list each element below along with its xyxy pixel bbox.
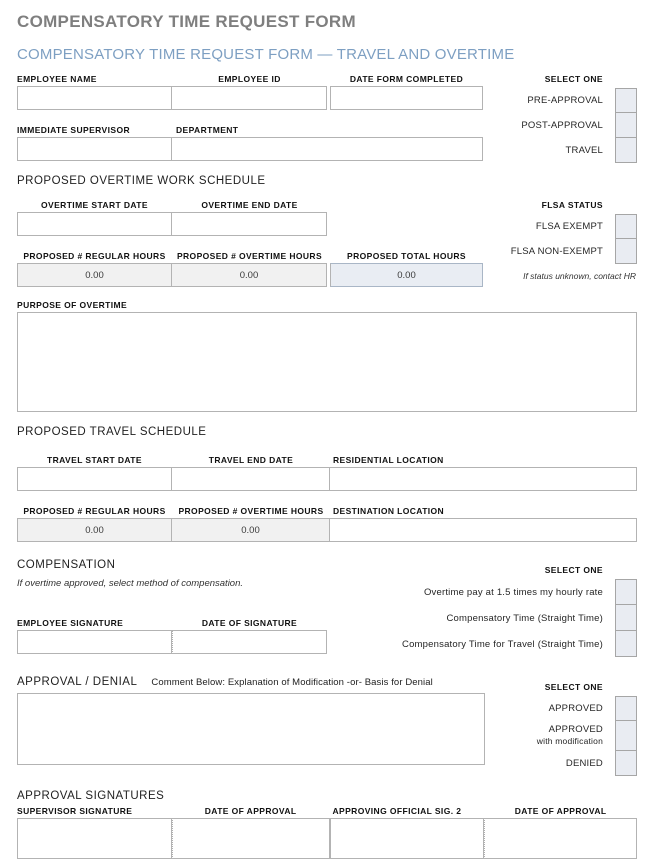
approved-with-modification-checkbox[interactable] (615, 721, 637, 751)
overtime-hours-input-row (17, 263, 483, 287)
compensation-section (17, 559, 637, 657)
approved-checkbox[interactable] (615, 696, 637, 721)
compensation-option-row (402, 631, 637, 657)
travel-end-date-input[interactable] (172, 467, 330, 491)
supervisor-signature-input[interactable] (17, 818, 172, 859)
compensation-option-row (402, 579, 637, 605)
overtime-end-date-label: OVERTIME END DATE (201, 200, 298, 210)
date-of-approval-label-2: DATE OF APPROVAL (514, 806, 607, 816)
approval-section (17, 676, 637, 776)
page-subtitle: COMPENSATORY TIME REQUEST FORM — TRAVEL AND OVERTIME (17, 46, 515, 63)
overtime-hours-label-row (17, 251, 483, 263)
proposed-total-hours-input[interactable]: 0.00 (330, 263, 483, 287)
overtime-dates-input-row (17, 212, 483, 236)
request-type-option-row (521, 88, 637, 113)
date-of-approval-input-1[interactable] (172, 818, 330, 859)
approved-with-modification-line2: with modification (536, 736, 603, 747)
compensation-instruction: If overtime approved, select method of compensation. (17, 578, 244, 589)
request-type-option-row (521, 138, 637, 163)
travel-hours-input-row (17, 518, 637, 542)
proposed-overtime-hours-input[interactable]: 0.00 (172, 263, 327, 287)
date-of-signature-label: DATE OF SIGNATURE (201, 618, 298, 628)
immediate-supervisor-label: IMMEDIATE SUPERVISOR (17, 125, 131, 135)
approval-header (17, 676, 487, 688)
travel-overtime-hours-input[interactable]: 0.00 (172, 518, 330, 542)
flsa-non-exempt-checkbox[interactable] (615, 239, 637, 264)
approval-comment-textarea[interactable] (17, 693, 485, 765)
pre-approval-label: PRE-APPROVAL (527, 95, 603, 106)
date-of-approval-label-1: DATE OF APPROVAL (204, 806, 297, 816)
approval-option-row (537, 696, 637, 721)
flsa-option-row (511, 214, 637, 239)
immediate-supervisor-input[interactable] (17, 137, 172, 161)
purpose-of-overtime-textarea[interactable] (17, 312, 637, 412)
travel-regular-hours-label: PROPOSED # REGULAR HOURS (23, 506, 166, 516)
comp-time-travel-checkbox[interactable] (615, 631, 637, 657)
compensation-title: COMPENSATION (17, 559, 116, 571)
proposed-total-hours-label: PROPOSED TOTAL HOURS (347, 251, 466, 261)
employee-info-input-row-2 (17, 137, 483, 161)
travel-dates-input-row (17, 467, 637, 491)
request-type-select-title: SELECT ONE (544, 74, 603, 84)
post-approval-checkbox[interactable] (615, 113, 637, 138)
pre-approval-checkbox[interactable] (615, 88, 637, 113)
overtime-start-date-input[interactable] (17, 212, 172, 236)
compensation-option-row (402, 605, 637, 631)
flsa-option-row (511, 239, 637, 264)
overtime-end-date-input[interactable] (172, 212, 327, 236)
employee-id-input[interactable] (172, 86, 327, 110)
flsa-exempt-label: FLSA EXEMPT (535, 221, 603, 232)
travel-hours-label-row (17, 506, 637, 518)
flsa-status-title: FLSA STATUS (541, 200, 603, 210)
residential-location-label: RESIDENTIAL LOCATION (333, 455, 444, 465)
request-type-select (521, 74, 637, 163)
approved-label: APPROVED (548, 703, 603, 714)
flsa-exempt-checkbox[interactable] (615, 214, 637, 239)
compensation-select-title: SELECT ONE (544, 565, 603, 575)
department-input[interactable] (172, 137, 483, 161)
comp-time-label: Compensatory Time (Straight Time) (446, 612, 603, 624)
overtime-schedule-fields (17, 200, 483, 287)
employee-info-input-row-1 (17, 86, 483, 110)
approval-select-title: SELECT ONE (544, 682, 603, 692)
employee-id-label: EMPLOYEE ID (218, 74, 281, 84)
approval-title: APPROVAL / DENIAL (17, 676, 138, 688)
destination-location-input[interactable] (330, 518, 637, 542)
supervisor-signature-label: SUPERVISOR SIGNATURE (17, 806, 133, 816)
page-title: COMPENSATORY TIME REQUEST FORM (17, 12, 356, 31)
approved-with-modification-label (537, 725, 603, 746)
employee-info-label-row-1 (17, 74, 483, 86)
compensation-left (17, 559, 347, 654)
overtime-start-date-label: OVERTIME START DATE (41, 200, 148, 210)
travel-label: TRAVEL (565, 145, 603, 156)
denied-checkbox[interactable] (615, 751, 637, 776)
employee-signature-input[interactable] (17, 630, 172, 654)
approval-left (17, 676, 487, 765)
travel-start-date-input[interactable] (17, 467, 172, 491)
flsa-non-exempt-label: FLSA NON-EXEMPT (510, 246, 603, 257)
residential-location-input[interactable] (330, 467, 637, 491)
flsa-status-select (511, 200, 637, 281)
date-of-signature-input[interactable] (172, 630, 327, 654)
employee-name-label: EMPLOYEE NAME (17, 74, 97, 84)
approving-official-sig2-input[interactable] (330, 818, 485, 859)
approving-official-sig2-label: APPROVING OFFICIAL SIG. 2 (332, 806, 462, 816)
employee-signature-label-row (17, 618, 347, 630)
post-approval-label: POST-APPROVAL (521, 120, 603, 131)
travel-end-date-label: TRAVEL END DATE (208, 455, 294, 465)
approval-option-row (537, 721, 637, 751)
approval-option-row (537, 751, 637, 776)
approval-comment-instruction: Comment Below: Explanation of Modification -or- Basis for Denial (151, 677, 433, 688)
comp-time-travel-label: Compensatory Time for Travel (Straight Time) (402, 638, 603, 650)
request-type-option-row (521, 113, 637, 138)
overtime-schedule-title: PROPOSED OVERTIME WORK SCHEDULE (17, 175, 266, 187)
employee-info-section (17, 74, 637, 163)
overtime-pay-checkbox[interactable] (615, 579, 637, 605)
overtime-dates-label-row (17, 200, 483, 212)
proposed-overtime-hours-label: PROPOSED # OVERTIME HOURS (176, 251, 323, 261)
overtime-pay-label: Overtime pay at 1.5 times my hourly rate (423, 586, 603, 598)
flsa-note: If status unknown, contact HR (523, 271, 636, 281)
date-of-approval-input-2[interactable] (484, 818, 637, 859)
travel-regular-hours-input[interactable]: 0.00 (17, 518, 172, 542)
travel-start-date-label: TRAVEL START DATE (47, 455, 142, 465)
travel-checkbox[interactable] (615, 138, 637, 163)
employee-info-fields (17, 74, 483, 161)
employee-signature-input-row (17, 630, 347, 654)
department-label: DEPARTMENT (176, 125, 239, 135)
denied-label: DENIED (565, 758, 603, 769)
purpose-of-overtime-label: PURPOSE OF OVERTIME (17, 300, 128, 310)
travel-dates-label-row (17, 455, 637, 467)
approval-signatures-title: APPROVAL SIGNATURES (17, 790, 165, 802)
approval-signatures-label-row (17, 806, 637, 818)
travel-overtime-hours-label: PROPOSED # OVERTIME HOURS (178, 506, 324, 516)
approved-with-modification-line1: APPROVED (548, 724, 603, 736)
comp-time-checkbox[interactable] (615, 605, 637, 631)
proposed-regular-hours-label: PROPOSED # REGULAR HOURS (23, 251, 166, 261)
compensation-select (402, 565, 637, 657)
travel-schedule-title: PROPOSED TRAVEL SCHEDULE (17, 426, 207, 438)
destination-location-label: DESTINATION LOCATION (333, 506, 445, 516)
approval-select (537, 682, 637, 776)
proposed-regular-hours-input[interactable]: 0.00 (17, 263, 172, 287)
approval-signatures-input-row (17, 818, 637, 859)
date-form-completed-input[interactable] (330, 86, 483, 110)
overtime-schedule-section (17, 200, 637, 287)
employee-signature-label: EMPLOYEE SIGNATURE (17, 618, 124, 628)
date-form-completed-label: DATE FORM COMPLETED (349, 74, 464, 84)
employee-name-input[interactable] (17, 86, 172, 110)
employee-info-label-row-2 (17, 125, 483, 137)
